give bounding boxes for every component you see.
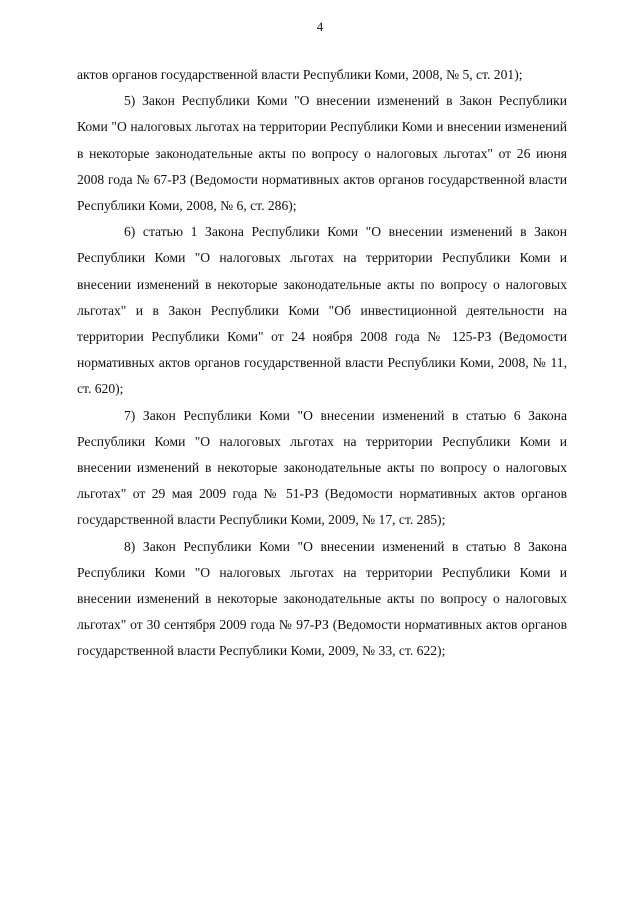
paragraph-item-8: 8) Закон Республики Коми "О внесении изменений в статью 8 Закона Республики Коми "О налоговых льготах на территории Республики Коми и внесении изменений в некоторые законодательные акты по вопросу о налоговых льготах" от 30 сентября 2009 года № 97-РЗ (Ведомости нормативных актов органов государственной власти Республики Коми, 2009, № 33, ст. 622);	[77, 538, 567, 659]
document-body	[77, 62, 567, 665]
paragraph-item-5: 5) Закон Республики Коми "О внесении изменений в Закон Республики Коми "О налоговых льготах на территории Республики Коми и внесении изменений в некоторые законодательные акты по вопросу о налоговых льготах" от 26 июня 2008 года № 67-РЗ (Ведомости нормативных актов органов государственной власти Республики Коми, 2008, № 6, ст. 286);	[77, 93, 567, 214]
paragraph-item-7: 7) Закон Республики Коми "О внесении изменений в статью 6 Закона Республики Коми "О налоговых льготах на территории Республики Коми и внесении изменений в некоторые законодательные акты по вопросу о налоговых льготах" от 29 мая 2009 года № 51-РЗ (Ведомости нормативных актов органов государственной власти Республики Коми, 2009, № 17, ст. 285);	[77, 407, 567, 528]
paragraph-item-6: 6) статью 1 Закона Республики Коми "О внесении изменений в Закон Республики Коми "О налоговых льготах на территории Республики Коми и внесении изменений в некоторые законодательные акты по вопросу о налоговых льготах" и в Закон Республики Коми "Об инвестиционной деятельности на территории Республики Коми" от 24 ноября 2008 года № 125-РЗ (Ведомости нормативных актов органов государственной власти Республики Коми, 2008, № 11, ст. 620);	[77, 224, 567, 397]
page-number: 4	[316, 19, 324, 34]
paragraph-continuation: актов органов государственной власти Республики Коми, 2008, № 5, ст. 201);	[77, 67, 523, 82]
